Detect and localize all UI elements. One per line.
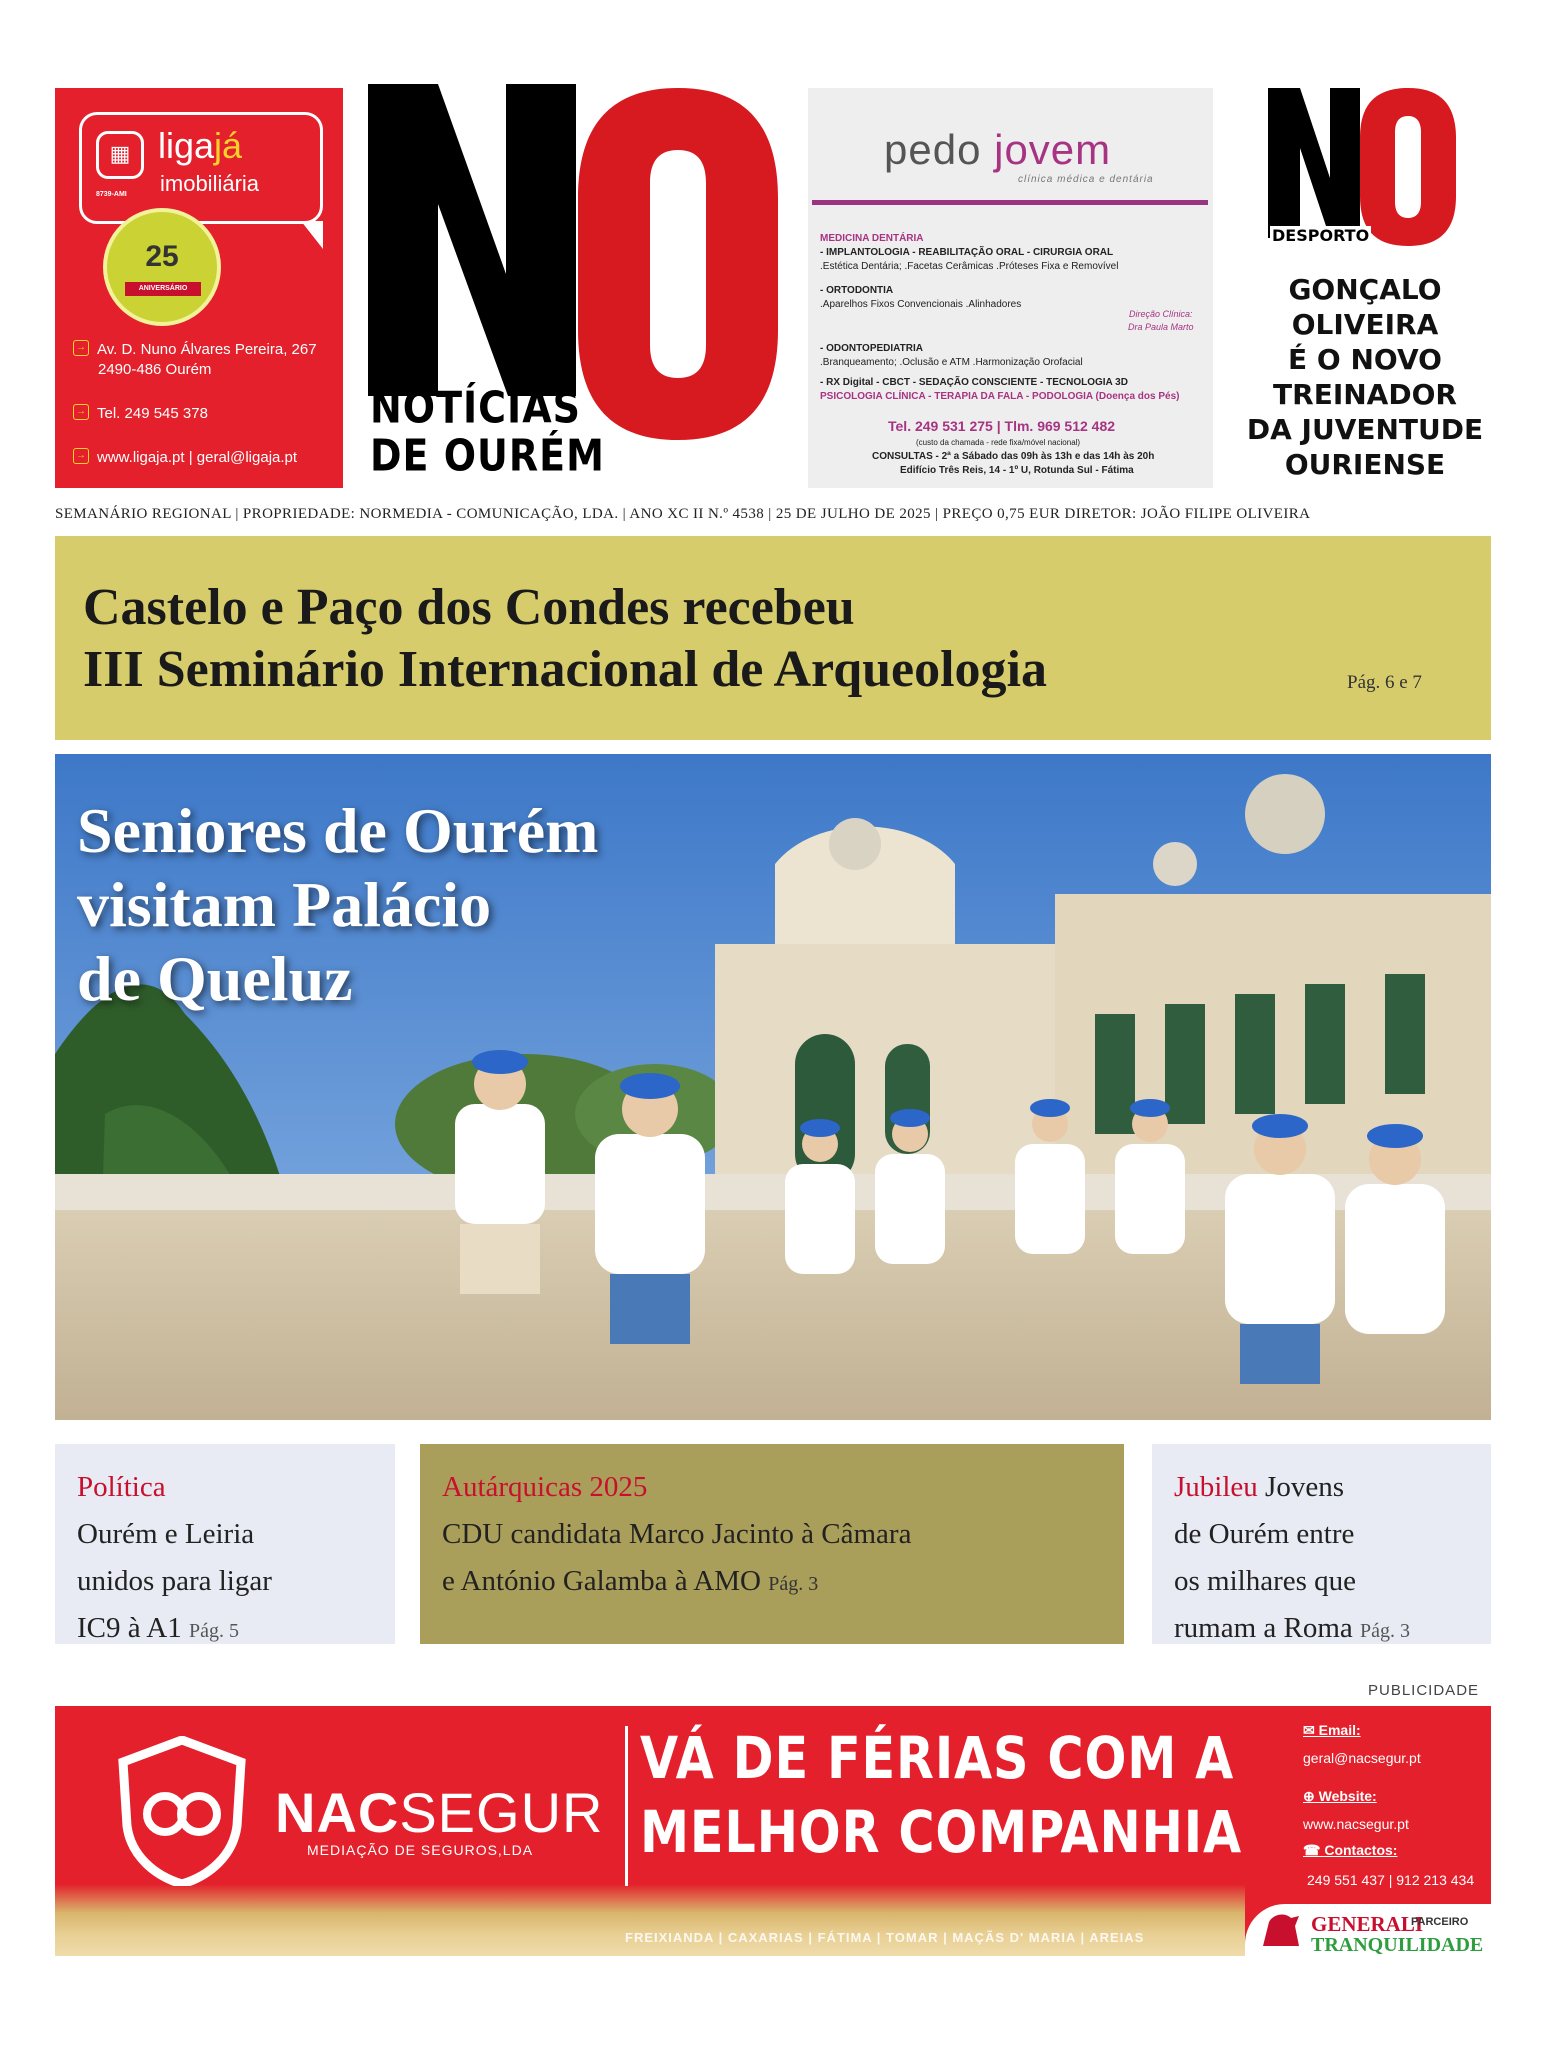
masthead-letter-n xyxy=(368,84,576,396)
teaser-line: de Ourém entre xyxy=(1174,1518,1355,1550)
ligaja-address-line1: Av. D. Nuno Álvares Pereira, 267 xyxy=(97,341,317,358)
nacsegur-website[interactable]: www.nacsegur.pt xyxy=(1303,1816,1409,1832)
cover-photo[interactable] xyxy=(55,754,1491,1420)
ad-pedojovem[interactable] xyxy=(808,88,1213,488)
desporto-headline[interactable] xyxy=(1230,272,1500,482)
pedo-logo-pedo: pedo xyxy=(884,126,982,173)
shield-icon xyxy=(117,1736,247,1886)
sand-background xyxy=(55,1884,1245,1956)
headline-line2: III Seminário Internacional de Arqueologia xyxy=(83,641,1048,698)
teaser-kicker: Política xyxy=(77,1471,166,1503)
nacsegur-contacts: 249 551 437 | 912 213 434 xyxy=(1307,1872,1475,1888)
website-label: Website: xyxy=(1318,1788,1377,1804)
pedo-direction-name: Dra Paula Marto xyxy=(1128,322,1194,332)
nacsegur-brand-bold: NAC xyxy=(275,1781,400,1844)
nacsegur-website-label xyxy=(1303,1788,1377,1805)
pedo-logo-jovem: jovem xyxy=(994,126,1112,173)
publicidade-label: PUBLICIDADE xyxy=(1368,1682,1480,1699)
nacsegur-divider xyxy=(625,1726,628,1886)
teaser-politica[interactable] xyxy=(55,1444,395,1644)
ligaja-web-text: www.ligaja.pt | geral@ligaja.pt xyxy=(97,449,298,466)
generali-partner xyxy=(1245,1904,1491,1956)
pedo-phone-note: (custo da chamada - rede fixa/móvel nacional) xyxy=(916,438,1081,447)
teaser-jubileu-text xyxy=(1174,1464,1410,1655)
teaser-politica-text xyxy=(77,1464,272,1655)
nacsegur-tagline: MEDIAÇÃO DE SEGUROS,LDA xyxy=(307,1842,534,1858)
teaser-line: os milhares que xyxy=(1174,1565,1357,1597)
globe-icon: ⊕ xyxy=(1303,1788,1319,1804)
photo-title-line1: Seniores de Ourém xyxy=(77,795,599,866)
teaser-jubileu[interactable] xyxy=(1152,1444,1491,1644)
nacsegur-email[interactable]: geral@nacsegur.pt xyxy=(1303,1750,1421,1766)
photo-title-line3: de Queluz xyxy=(77,943,353,1014)
ad-ligaja[interactable] xyxy=(55,88,343,488)
pedo-hours: CONSULTAS - 2ª a Sábado das 09h às 13h e das 14h às 20h xyxy=(872,451,1155,462)
teaser-line: Jovens xyxy=(1265,1471,1344,1503)
headline-page-ref: Pág. 6 e 7 xyxy=(1347,672,1422,693)
teaser-page-ref: Pág. 5 xyxy=(188,1620,239,1642)
pedo-direction xyxy=(1128,308,1194,334)
nacsegur-contacts-label xyxy=(1303,1842,1397,1859)
desporto-label: DESPORTO xyxy=(1272,226,1370,245)
pedo-line-5: - ODONTOPEDIATRIA xyxy=(820,343,923,354)
main-headline-box[interactable] xyxy=(55,536,1491,740)
ligaja-ami: 8739-AMI xyxy=(96,191,127,198)
contacts-label: Contactos: xyxy=(1324,1842,1398,1858)
generali-name: GENERALI xyxy=(1311,1912,1424,1936)
teaser-page-ref: Pág. 3 xyxy=(768,1573,819,1595)
nacsegur-slogan-line2: MELHOR COMPANHIA xyxy=(640,1798,1242,1866)
teaser-line: rumam a Roma xyxy=(1174,1612,1353,1644)
desporto-letter-o xyxy=(1360,88,1456,246)
teaser-line: CDU candidata Marco Jacinto à Câmara xyxy=(442,1518,912,1550)
pedo-line-3: - ORTODONTIA xyxy=(820,285,894,296)
pedo-line-0: MEDICINA DENTÁRIA xyxy=(820,233,924,244)
ligaja-logo-bubble xyxy=(79,112,323,224)
nacsegur-slogan-line1: VÁ DE FÉRIAS COM A xyxy=(640,1724,1235,1792)
pedo-line-1: - IMPLANTOLOGIA - REABILITAÇÃO ORAL - CIRURGIA ORAL xyxy=(820,247,1114,258)
desporto-letter-n xyxy=(1268,88,1360,238)
ligaja-brand-ja: já xyxy=(214,125,243,166)
photo-title xyxy=(77,794,598,1016)
pedo-line-6: .Branqueamento; .Oclusão e ATM .Harmonização Orofacial xyxy=(820,357,1083,368)
ad-nacsegur[interactable] xyxy=(55,1706,1491,1956)
masthead-letter-o xyxy=(578,88,778,440)
desporto-headline-line: DA JUVENTUDE xyxy=(1246,413,1484,446)
teaser-autarquicas[interactable] xyxy=(420,1444,1124,1644)
pedo-line-8: PSICOLOGIA CLÍNICA - TERAPIA DA FALA - PODOLOGIA (Doença dos Pés) xyxy=(820,391,1180,402)
ligaja-brand xyxy=(158,125,242,167)
photo-title-line2: visitam Palácio xyxy=(77,869,492,940)
ligaja-phone xyxy=(73,404,208,424)
lion-icon xyxy=(1259,1910,1303,1950)
masthead-title-line2: DE OURÉM xyxy=(370,430,605,481)
issue-info-line: SEMANÁRIO REGIONAL | PROPRIEDADE: NORMEDIA - COMUNICAÇÃO, LDA. | ANO XC II N.º 4538 | 25 DE JULHO DE 2025 | PREÇO 0,75 EUR DIRETOR: JOÃO FILIPE OLIVEIRA xyxy=(55,506,1311,522)
pedo-line-4: .Aparelhos Fixos Convencionais .Alinhadores xyxy=(820,299,1022,310)
ligaja-address-line2: 2490-486 Ourém xyxy=(98,361,212,378)
teaser-line: e António Galamba à AMO xyxy=(442,1565,761,1597)
teaser-line: IC9 à A1 xyxy=(77,1612,182,1644)
teaser-autarquicas-text xyxy=(442,1464,911,1608)
pedo-line-2: .Estética Dentária; .Facetas Cerâmicas .Próteses Fixa e Removível xyxy=(820,261,1119,272)
badge-number: 25 xyxy=(145,240,179,273)
arrow-right-icon: → xyxy=(73,340,89,356)
desporto-headline-line: É O NOVO xyxy=(1288,343,1442,376)
mail-icon: ✉ xyxy=(1303,1722,1319,1738)
phone-icon: ☎ xyxy=(1303,1842,1325,1858)
ligaja-sub: imobiliária xyxy=(160,171,260,196)
masthead-title-line1: NOTÍCIAS xyxy=(370,382,581,433)
pedojovem-rule xyxy=(812,200,1208,205)
desporto-headline-line: OLIVEIRA xyxy=(1291,308,1439,341)
ligaja-address xyxy=(73,340,317,380)
building-icon: ▦ xyxy=(96,131,144,179)
generali-tranquilidade: TRANQUILIDADE xyxy=(1311,1934,1484,1956)
arrow-right-icon: → xyxy=(73,404,89,420)
teaser-line: unidos para ligar xyxy=(77,1565,272,1597)
arrow-right-icon: → xyxy=(73,448,89,464)
desporto-headline-line: TREINADOR xyxy=(1273,378,1457,411)
desporto-headline-line: GONÇALO xyxy=(1288,273,1442,306)
desporto-headline-line: OURIENSE xyxy=(1284,448,1446,481)
pedo-line-7: - RX Digital - CBCT - SEDAÇÃO CONSCIENTE - TECNOLOGIA 3D xyxy=(820,377,1128,388)
generali-partner-label: PARCEIRO xyxy=(1411,1916,1469,1928)
pedojovem-logo xyxy=(884,126,1111,174)
teaser-page-ref: Pág. 3 xyxy=(1360,1620,1411,1642)
teaser-line: Ourém e Leiria xyxy=(77,1518,255,1550)
nacsegur-brand xyxy=(275,1780,603,1845)
badge-text: ANIVERSÁRIO xyxy=(125,282,201,296)
teaser-kicker: Autárquicas 2025 xyxy=(442,1471,648,1503)
ligaja-web xyxy=(73,448,297,468)
anniversary-badge xyxy=(103,208,221,326)
pedo-address: Edifício Três Reis, 14 - 1º U, Rotunda Sul - Fátima xyxy=(900,465,1134,476)
nacsegur-brand-light: SEGUR xyxy=(399,1781,604,1844)
nacsegur-places: FREIXIANDA | CAXARIAS | FÁTIMA | TOMAR | MAÇÃS D' MARIA | AREIAS xyxy=(625,1930,1145,1945)
teaser-kicker: Jubileu xyxy=(1174,1471,1258,1503)
email-label: Email: xyxy=(1318,1722,1361,1738)
ligaja-phone-text: Tel. 249 545 378 xyxy=(97,405,208,422)
pedojovem-tagline: clínica médica e dentária xyxy=(1018,174,1154,185)
headline-line1: Castelo e Paço dos Condes recebeu xyxy=(83,579,855,636)
nacsegur-email-label xyxy=(1303,1722,1361,1739)
pedo-direction-label: Direção Clínica: xyxy=(1129,309,1193,319)
pedo-phone: Tel. 249 531 275 | Tlm. 969 512 482 xyxy=(888,418,1116,434)
ligaja-brand-liga: liga xyxy=(158,125,215,166)
